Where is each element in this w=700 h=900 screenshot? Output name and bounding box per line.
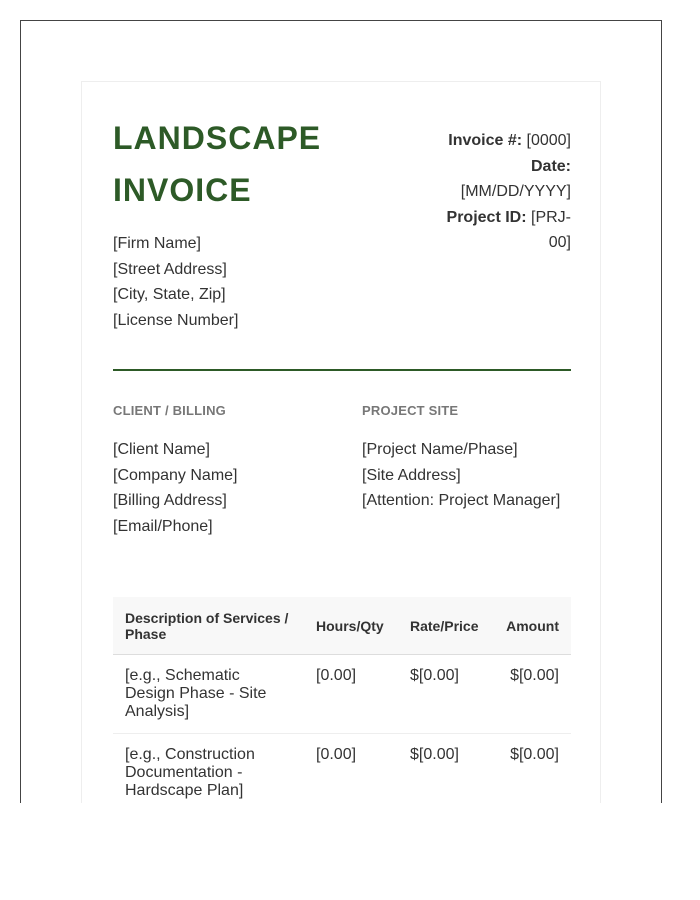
row-hours-qty: [0.00] <box>304 655 398 734</box>
table-row <box>113 655 571 734</box>
project-id-line <box>431 205 571 256</box>
column-header-hours-qty: Hours/Qty <box>304 597 398 655</box>
email-phone: [Email/Phone] <box>113 517 213 535</box>
invoice-sheet <box>81 81 601 803</box>
column-header-description: Description of Services / Phase <box>113 597 304 655</box>
project-id-label: Project ID: <box>446 208 527 226</box>
firm-license-number: [License Number] <box>113 311 239 329</box>
billing-address: [Billing Address] <box>113 492 227 510</box>
row-amount: $[0.00] <box>492 734 571 804</box>
invoice-meta <box>431 128 571 256</box>
invoice-number-value: [0000] <box>526 132 571 149</box>
firm-name: [Firm Name] <box>113 235 201 252</box>
client-billing-section <box>113 403 353 539</box>
document-frame <box>20 20 662 803</box>
firm-street-address: [Street Address] <box>113 260 227 278</box>
invoice-number-line <box>431 128 571 154</box>
row-rate-price: $[0.00] <box>398 734 492 804</box>
services-table <box>113 597 571 803</box>
project-site-section <box>362 403 582 514</box>
project-name-phase: [Project Name/Phase] <box>362 441 518 458</box>
invoice-title: LANDSCAPE INVOICE <box>113 120 322 208</box>
row-rate-price: $[0.00] <box>398 655 492 734</box>
site-address: [Site Address] <box>362 466 461 484</box>
firm-info <box>113 231 238 333</box>
company-name: [Company Name] <box>113 466 238 484</box>
project-id-value: [PRJ-00] <box>531 208 571 252</box>
project-site-heading: PROJECT SITE <box>362 403 459 418</box>
column-header-rate-price: Rate/Price <box>398 597 492 655</box>
table-header-row <box>113 597 571 655</box>
date-value: [MM/DD/YYYY] <box>460 183 571 201</box>
project-site-lines <box>362 437 582 514</box>
column-header-amount: Amount <box>492 597 571 655</box>
date-label: Date: <box>530 157 571 175</box>
client-billing-lines <box>113 437 353 539</box>
firm-city-state-zip: [City, State, Zip] <box>113 286 226 304</box>
client-name: [Client Name] <box>113 441 210 458</box>
row-amount: $[0.00] <box>492 655 571 734</box>
row-hours-qty: [0.00] <box>304 734 398 804</box>
header-divider <box>113 369 571 371</box>
invoice-number-label: Invoice #: <box>448 132 523 149</box>
client-billing-heading: CLIENT / BILLING <box>113 403 226 418</box>
attention-project-manager: [Attention: Project Manager] <box>362 492 561 510</box>
row-description: [e.g., Construction Documentation - Hardscape Plan] <box>113 734 304 804</box>
date-line <box>431 154 571 205</box>
row-description: [e.g., Schematic Design Phase - Site Analysis] <box>113 655 304 734</box>
table-row <box>113 734 571 804</box>
